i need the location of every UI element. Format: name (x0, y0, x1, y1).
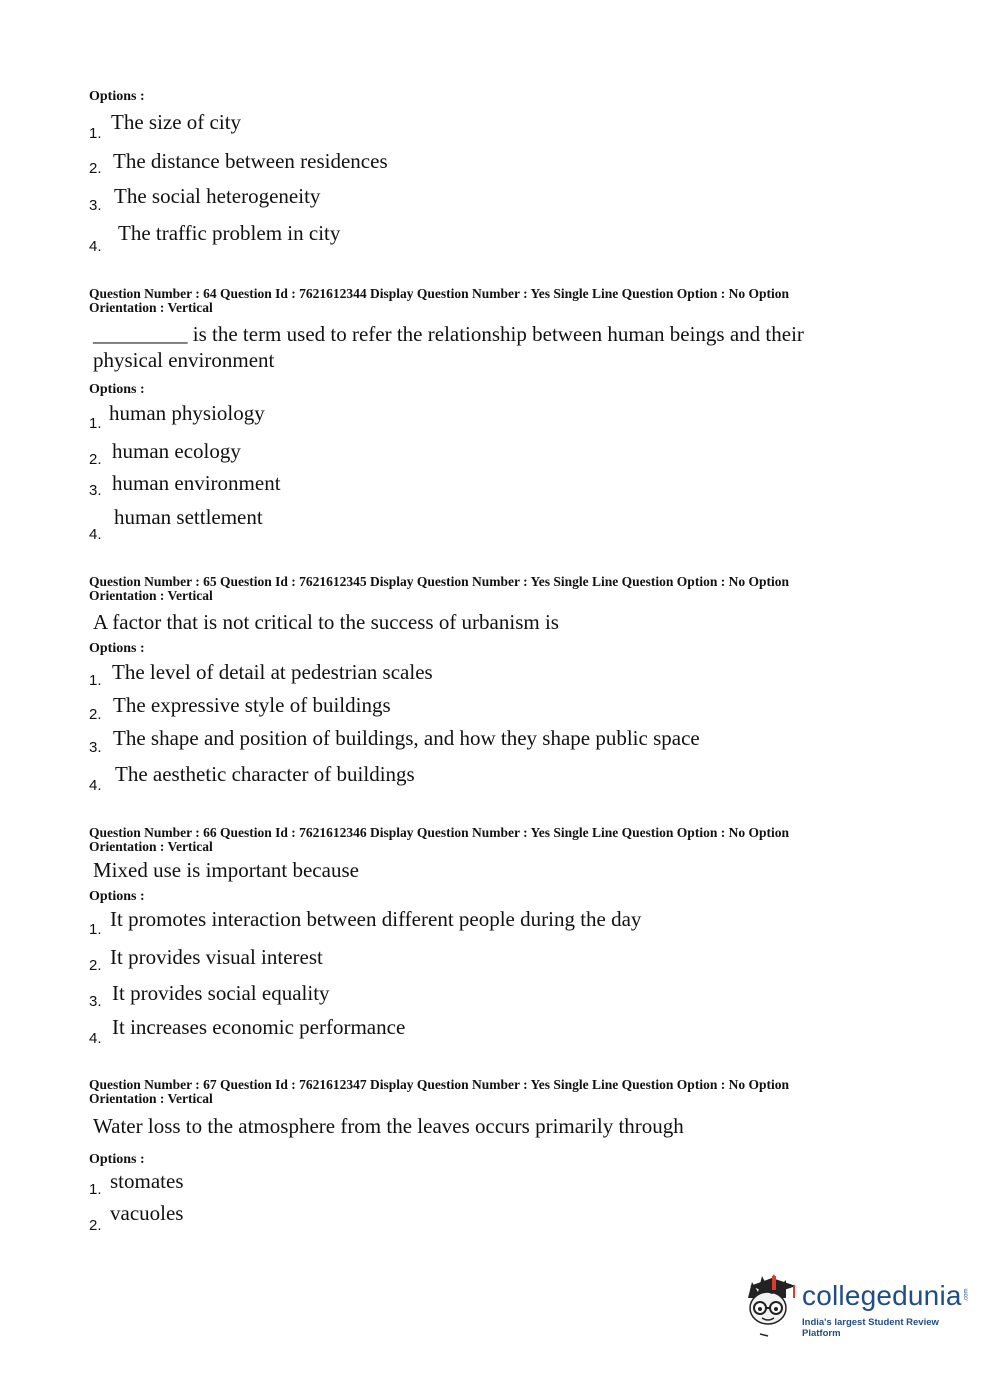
option-number: 2. (89, 1217, 102, 1234)
option-text: human environment (112, 471, 281, 495)
option-number: 2. (89, 957, 102, 974)
option-number: 1. (89, 125, 102, 142)
option-number: 4. (89, 1030, 102, 1047)
question-meta: Question Number : 67 Question Id : 7621612347 Display Question Number : Yes Single Line Question Option : No Option Orientation : Vertical (89, 1077, 789, 1106)
option-text: The level of detail at pedestrian scales (112, 660, 433, 684)
option-text: vacuoles (110, 1201, 184, 1225)
option-text: The aesthetic character of buildings (115, 762, 415, 786)
mascot-icon (742, 1268, 802, 1340)
option-text: The traffic problem in city (118, 221, 341, 245)
option-number: 2. (89, 160, 102, 177)
option-number: 1. (89, 1181, 102, 1198)
logo-domain: .com (963, 1288, 970, 1302)
options-label: Options : (89, 641, 145, 656)
option-number: 4. (89, 777, 102, 794)
option-text: human settlement (114, 505, 263, 529)
option-text: The size of city (111, 110, 242, 134)
option-text: human ecology (112, 439, 241, 463)
logo-wordmark: collegedunia (802, 1280, 962, 1311)
options-label: Options : (89, 89, 145, 104)
options-label: Options : (89, 1152, 145, 1167)
question-meta: Question Number : 66 Question Id : 7621612346 Display Question Number : Yes Single Line Question Option : No Option Orientation : Vertical (89, 825, 789, 854)
option-number: 4. (89, 238, 102, 255)
option-number: 1. (89, 415, 102, 432)
options-label: Options : (89, 889, 145, 904)
options-label: Options : (89, 382, 145, 397)
option-number: 3. (89, 993, 102, 1010)
option-text: human physiology (109, 401, 265, 425)
option-text: The shape and position of buildings, and how they shape public space (113, 726, 700, 750)
option-number: 4. (89, 526, 102, 543)
option-text: It provides social equality (112, 981, 330, 1005)
option-text: It provides visual interest (110, 945, 323, 969)
question-text: Water loss to the atmosphere from the leaves occurs primarily through (93, 1114, 684, 1138)
option-number: 3. (89, 197, 102, 214)
collegedunia-logo[interactable] (742, 1268, 972, 1340)
option-number: 2. (89, 451, 102, 468)
option-number: 2. (89, 706, 102, 723)
question-meta: Question Number : 64 Question Id : 7621612344 Display Question Number : Yes Single Line Question Option : No Option Orientation : Vertical (89, 286, 789, 315)
option-text: It promotes interaction between different people during the day (110, 907, 642, 931)
option-number: 3. (89, 739, 102, 756)
option-text: stomates (110, 1169, 184, 1193)
option-number: 1. (89, 921, 102, 938)
question-meta: Question Number : 65 Question Id : 7621612345 Display Question Number : Yes Single Line Question Option : No Option Orientation : Vertical (89, 574, 789, 603)
option-text: The social heterogeneity (114, 184, 321, 208)
question-text: _________ is the term used to refer the relationship between human beings and their physical environment (93, 322, 804, 372)
option-number: 3. (89, 482, 102, 499)
option-number: 1. (89, 672, 102, 689)
option-text: The distance between residences (113, 149, 388, 173)
logo-tagline: India's largest Student Review Platform (802, 1317, 939, 1339)
option-text: It increases economic performance (112, 1015, 406, 1039)
option-text: The expressive style of buildings (113, 693, 391, 717)
question-text: Mixed use is important because (93, 858, 359, 882)
question-text: A factor that is not critical to the success of urbanism is (93, 610, 559, 634)
